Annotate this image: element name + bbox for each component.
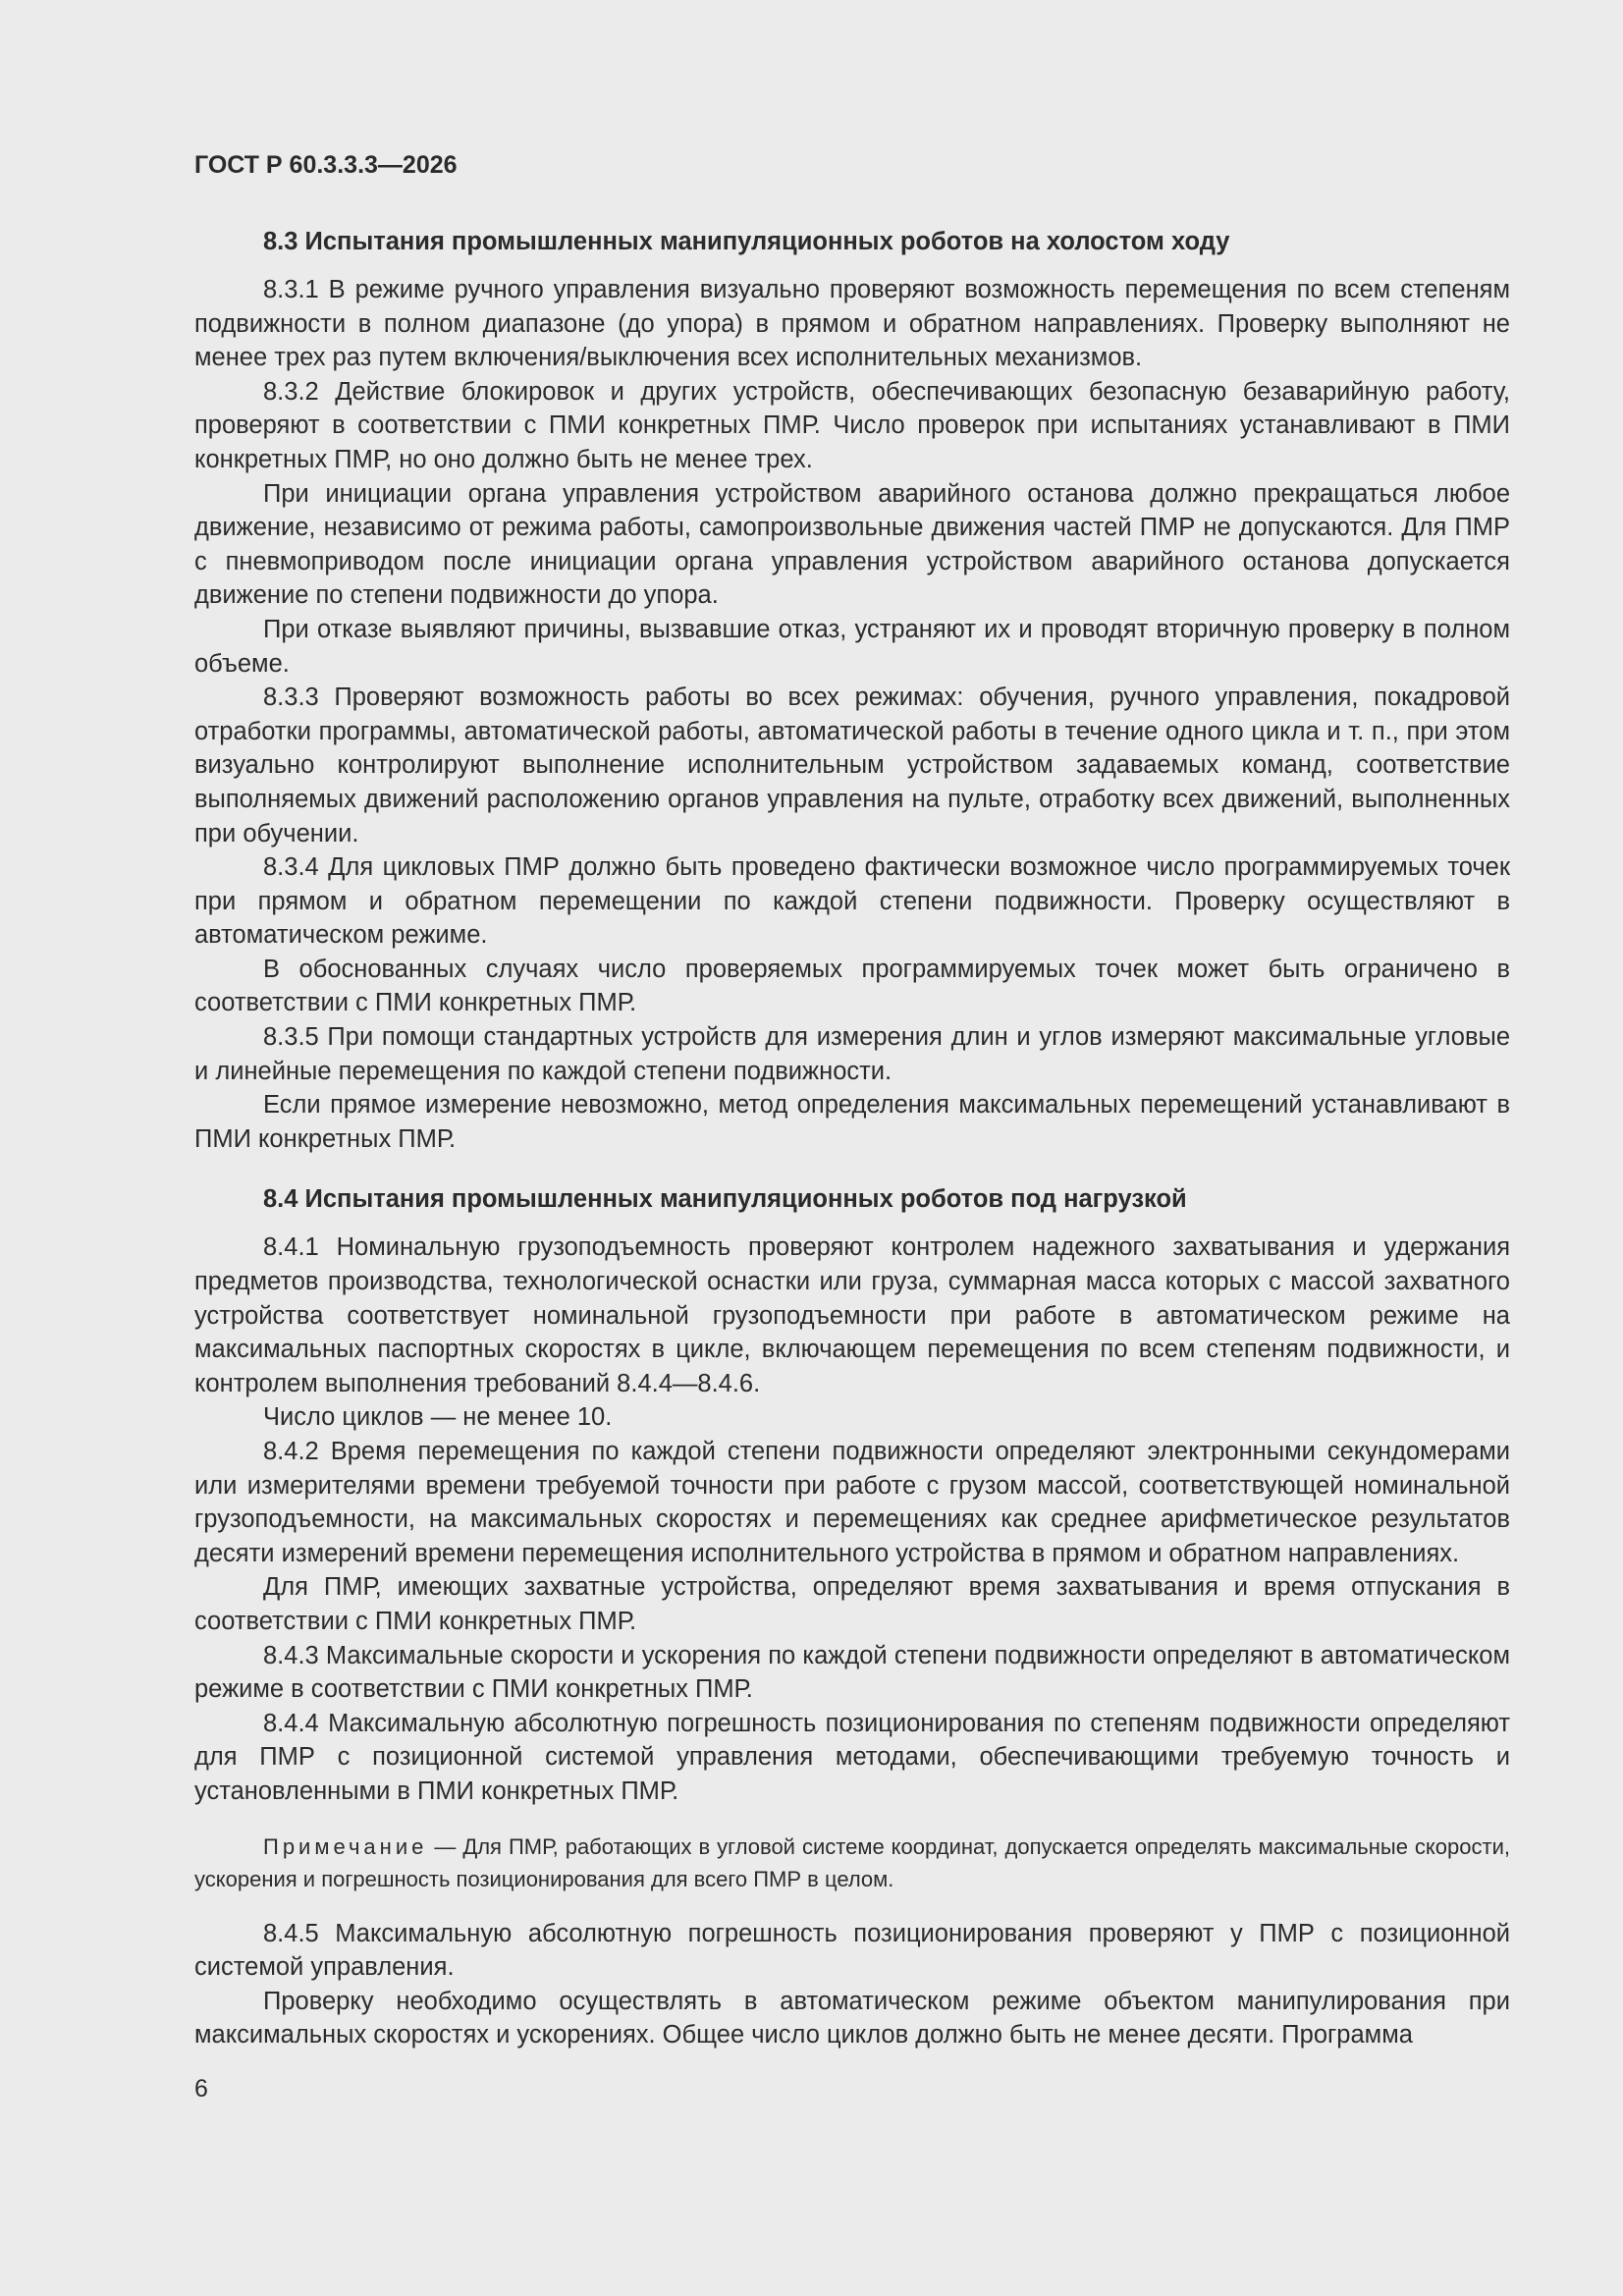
paragraph: 8.3.5 При помощи стандартных устройств для измерения длин и углов измеряют максимальные угловые и линейные перемещения по каждой степени подвижности. — [194, 1023, 1510, 1085]
paragraph: Проверку необходимо осуществлять в автоматическом режиме объектом манипулирования при максимальных скоростях и ускорениях. Общее число циклов должно быть не менее десяти. Программа — [194, 1987, 1510, 2050]
paragraph: 8.3.2 Действие блокировок и других устройств, обеспечивающих безопасную безаварийную работу, проверяют в соответствии с ПМИ конкретных ПМР. Число проверок при испытаниях устанавливают в ПМИ конкретных ПМР, но оно должно быть не менее трех. — [194, 377, 1510, 473]
paragraph: 8.3.3 Проверяют возможность работы во всех режимах: обучения, ручного управления, покадровой отработки программы, автоматической работы, автоматической работы в течение одного цикла и т. п., при этом визуально контролируют выполнение исполнительным устройством задаваемых команд, соответствие выполняемых движений расположению органов управления на пульте, отработку всех движений, выполненных при обучении. — [194, 683, 1510, 847]
document-page — [194, 147, 1510, 2052]
paragraph: Для ПМР, имеющих захватные устройства, определяют время захватывания и время отпускания в соответствии с ПМИ конкретных ПМР. — [194, 1573, 1510, 1635]
paragraph: 8.3.1 В режиме ручного управления визуально проверяют возможность перемещения по всем степеням подвижности в полном диапазоне (до упора) в прямом и обратном направлениях. Проверку выполняют не менее трех раз путем включения/выключения всех исполнительных механизмов. — [194, 276, 1510, 372]
paragraph: 8.3.4 Для цикловых ПМР должно быть проведено фактически возможное число программируемых точек при прямом и обратном перемещении по каждой степени подвижности. Проверку осуществляют в автоматическом режиме. — [194, 853, 1510, 950]
paragraph: 8.4.5 Максимальную абсолютную погрешность позиционирования проверяют у ПМР с позиционной системой управления. — [194, 1919, 1510, 1982]
section-8-4 — [194, 1181, 1510, 2051]
paragraph: В обоснованных случаях число проверяемых программируемых точек может быть ограничено в соответствии с ПМИ конкретных ПМР. — [194, 955, 1510, 1017]
page-number: 6 — [194, 2075, 208, 2103]
document-code-header: ГОСТ Р 60.3.3.3—2026 — [194, 151, 458, 179]
paragraph: 8.4.1 Номинальную грузоподъемность проверяют контролем надежного захватывания и удержания предметов производства, технологической оснастки или груза, суммарная масса которых с массой захватного устройства соответствует номинальной грузоподъемности при работе в автоматическом режиме на максимальных паспортных скоростях в цикле, включающем перемещения по всем степеням подвижности, и контролем выполнения требований 8.4.4—8.4.6. — [194, 1233, 1510, 1397]
section-title: 8.3 Испытания промышленных манипуляционных роботов на холостом ходу — [263, 228, 1230, 255]
section-8-3 — [194, 224, 1510, 1156]
paragraph: При отказе выявляют причины, вызвавшие отказ, устраняют их и проводят вторичную проверку в полном объеме. — [194, 615, 1510, 678]
paragraph: Если прямое измерение невозможно, метод определения максимальных перемещений устанавливают в ПМИ конкретных ПМР. — [194, 1091, 1510, 1153]
note-text: — Для ПМР, работающих в угловой системе координат, допускается определять максимальные скорости, ускорения и погрешность позиционирования для всего ПМР в целом. — [194, 1833, 1510, 1891]
paragraph: 8.4.3 Максимальные скорости и ускорения по каждой степени подвижности определяют в автоматическом режиме в соответствии с ПМИ конкретных ПМР. — [194, 1641, 1510, 1704]
paragraph: 8.4.4 Максимальную абсолютную погрешность позиционирования по степеням подвижности определяют для ПМР с позиционной системой управления методами, обеспечивающими требуемую точность и установленными в ПМИ конкретных ПМР. — [194, 1709, 1510, 1805]
note-label: Примечание — [263, 1833, 428, 1859]
note — [194, 1831, 1510, 1895]
section-title: 8.4 Испытания промышленных манипуляционных роботов под нагрузкой — [263, 1185, 1187, 1214]
paragraph: 8.4.2 Время перемещения по каждой степени подвижности определяют электронными секундомерами или измерителями времени требуемой точности при работе с грузом массой, соответствующей номинальной грузоподъемности, на максимальных скоростях и перемещениях как среднее арифметическое результатов десяти измерений времени перемещения исполнительного устройства в прямом и обратном направлениях. — [194, 1438, 1510, 1567]
paragraph: Число циклов — не менее 10. — [263, 1403, 613, 1432]
paragraph: При инициации органа управления устройством аварийного останова должно прекращаться любое движение, независимо от режима работы, самопроизвольные движения частей ПМР не допускаются. Для ПМР с пневмоприводом после инициации органа управления устройством аварийного останова допускается движение по степени подвижности до упора. — [194, 479, 1510, 610]
